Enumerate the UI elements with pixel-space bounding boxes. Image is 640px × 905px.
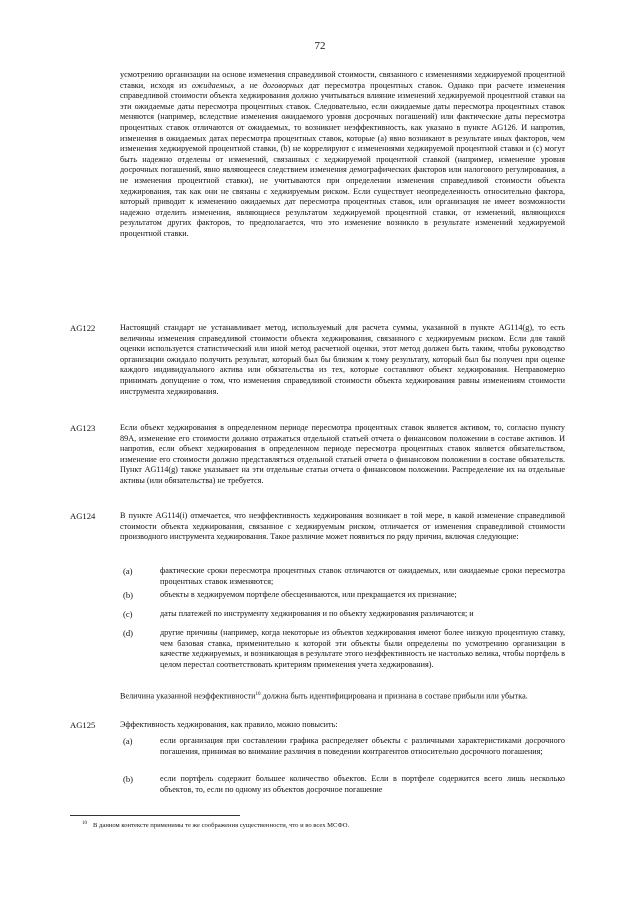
ag125-label: AG125 <box>70 720 96 730</box>
ag125-item-b-text: если портфель содержит большее количество объектов. Если в портфеле содержится всего лишь несколько объектов, то, если по одному из объектов досрочное погашение <box>160 774 565 794</box>
footnote-reference[interactable]: 10 <box>255 692 261 697</box>
cont-emphasis-contractual: договорных <box>262 80 304 90</box>
ag124-closing-text-2: должна быть идентифицирована и признана в составе прибыли или убытка. <box>260 691 528 701</box>
cont-text-1: усмотрению организации на основе изменения справедливой стоимости, связанного с изменениями хеджируемой процентной ставки, исходя из <box>120 70 565 90</box>
ag124-intro: В пункте AG114(i) отмечается, что неэффективность хеджирования возникает в той мере, в какой изменение справедливой стоимости объекта хеджирования, связанное с хеджируемым риском, отличается от изменения справедливой стоимости производного инструмента хеджирования. Такое различие может появиться по ряду причин, включая следующие: <box>120 511 565 542</box>
ag123-label: AG123 <box>70 423 96 433</box>
footnote-divider <box>70 815 240 816</box>
ag123-text: Если объект хеджирования в определенном периоде пересмотра процентных ставок является активом, то, согласно пункту 89А, изменение его стоимости должно отражаться отдельной статьей отчета о финансовом положении в составе активов. И напротив, если объект хеджирования в определенном периоде пересмотра процентных ставок является обязательством, изменение его стоимости должно представляться отдельной статьей отчета о финансовом положении в составе обязательств. Пункт AG114(g) также указывает на эти отдельные статьи отчета о финансовом положении. Распределение их на отдельные активы (или обязательства) не требуется. <box>120 423 565 485</box>
footnote-text: В данном контексте применимы те же соображения существенности, что и во всех МСФО. <box>93 822 350 830</box>
cont-emphasis-expected: ожидаемых <box>191 80 234 90</box>
ag125-item-b-label: (b) <box>123 774 134 784</box>
ag124-item-b-text: объекты в хеджируемом портфеле обесцениваются, или прекращается их признание; <box>160 590 457 599</box>
cont-text-3: дат пересмотра процентных ставок. Однако при расчете изменения справедливой стоимости объекта хеджирования должно учитываться влияние изменений хеджируемой процентной ставки на эти ожидаемые даты пересмотра процентных ставок. Следовательно, если ожидаемые даты пересмотра процентных ставок меняются (например, вследствие изменения ожидаемого уровня досрочных погашений) или фактические даты пересмотра процентных ставок отличаются от ожидаемых, то возникнет неэффективность, как указано в пункте AG126. И напротив, изменения в ожидаемых датах пересмотра процентных ставок, которые (а) явно возникают в результате иных факторов, чем изменения хеджируемой процентной ставки, (b) не коррелируют с изменениями хеджируемой процентной ставки и (с) могут быть надежно отделены от изменений, связанных с хеджируемой процентной ставкой (например, изменение уровня досрочных погашений, явно являющееся следствием изменения демографических факторов или налогового регулирования, а не изменения процентной ставки), не учитываются при определении изменения справедливой стоимости объекта хеджирования, так как они не связаны с хеджируемым риском. Если существует неопределенность относительно фактора, который приводит к изменению ожидаемых дат пересмотра процентных ставок, или организация не имеет возможности надежно отделить изменения, являющиеся результатом хеджируемой процентной ставки, от изменений, являющихся результатом других факторов, то предполагается, что это изменение возникло в результате изменений хеджируемой процентной ставки. <box>120 80 566 238</box>
ag125-item-a-text: если организация при составлении графика распределяет объекты с различными характеристиками досрочного погашения, принимая во внимание различия в поведении контрагентов относительно досрочного погашения; <box>160 736 565 756</box>
footnote-number: 10 <box>82 821 87 826</box>
ag124-item-c-label: (c) <box>123 609 133 619</box>
ag124-closing <box>120 690 565 702</box>
ag122-label: AG122 <box>70 323 96 333</box>
ag124-closing-text-1: Величина указанной неэффективности <box>120 691 256 701</box>
ag125-item-a-label: (a) <box>123 736 133 746</box>
cont-text-2: , а не <box>233 80 263 90</box>
ag124-item-a-label: (a) <box>123 566 133 576</box>
ag124-label: AG124 <box>70 511 96 521</box>
ag124-item-d-label: (d) <box>123 628 134 638</box>
continued-paragraph <box>120 70 565 240</box>
footnote <box>82 821 349 829</box>
page-number: 72 <box>314 40 326 52</box>
ag124-item-b-label: (b) <box>123 590 134 600</box>
ag125-intro: Эффективность хеджирования, как правило, можно повысить: <box>120 720 338 729</box>
ag122-text: Настоящий стандарт не устанавливает метод, используемый для расчета суммы, указанной в пункте AG114(g), то есть величины изменения справедливой стоимости объекта хеджирования, связанного с хеджируемым риском. Если для такой оценки используется статистический или иной метод расчетной оценки, этот метод должен быть таким, чтобы руководство организации ожидало получить результат, который был бы близким к тому результату, который был бы получен при оценке каждого индивидуального актива или обязательства из тех, которые составляют объект хеджирования. Неправомерно принимать допущение о том, что изменения справедливой стоимости объекта хеджирования равны изменениям стоимости инструмента хеджирования. <box>120 323 565 396</box>
ag124-item-d-text: другие причины (например, когда некоторые из объектов хеджирования имеют более низкую процентную ставку, чем базовая ставка, применительно к которой эти объекты были определены по усмотрению организации в качестве хеджируемых, и возникающая в результате этого неэффективность не настолько велика, чтобы портфель в целом перестал соответствовать критериям применения учета хеджирования). <box>160 628 565 669</box>
ag124-item-a-text: фактические сроки пересмотра процентных ставок отличаются от ожидаемых, или ожидаемые сроки пересмотра процентных ставок изменяются; <box>160 566 565 586</box>
ag124-item-c-text: даты платежей по инструменту хеджирования и по объекту хеджирования различаются; и <box>160 609 474 618</box>
